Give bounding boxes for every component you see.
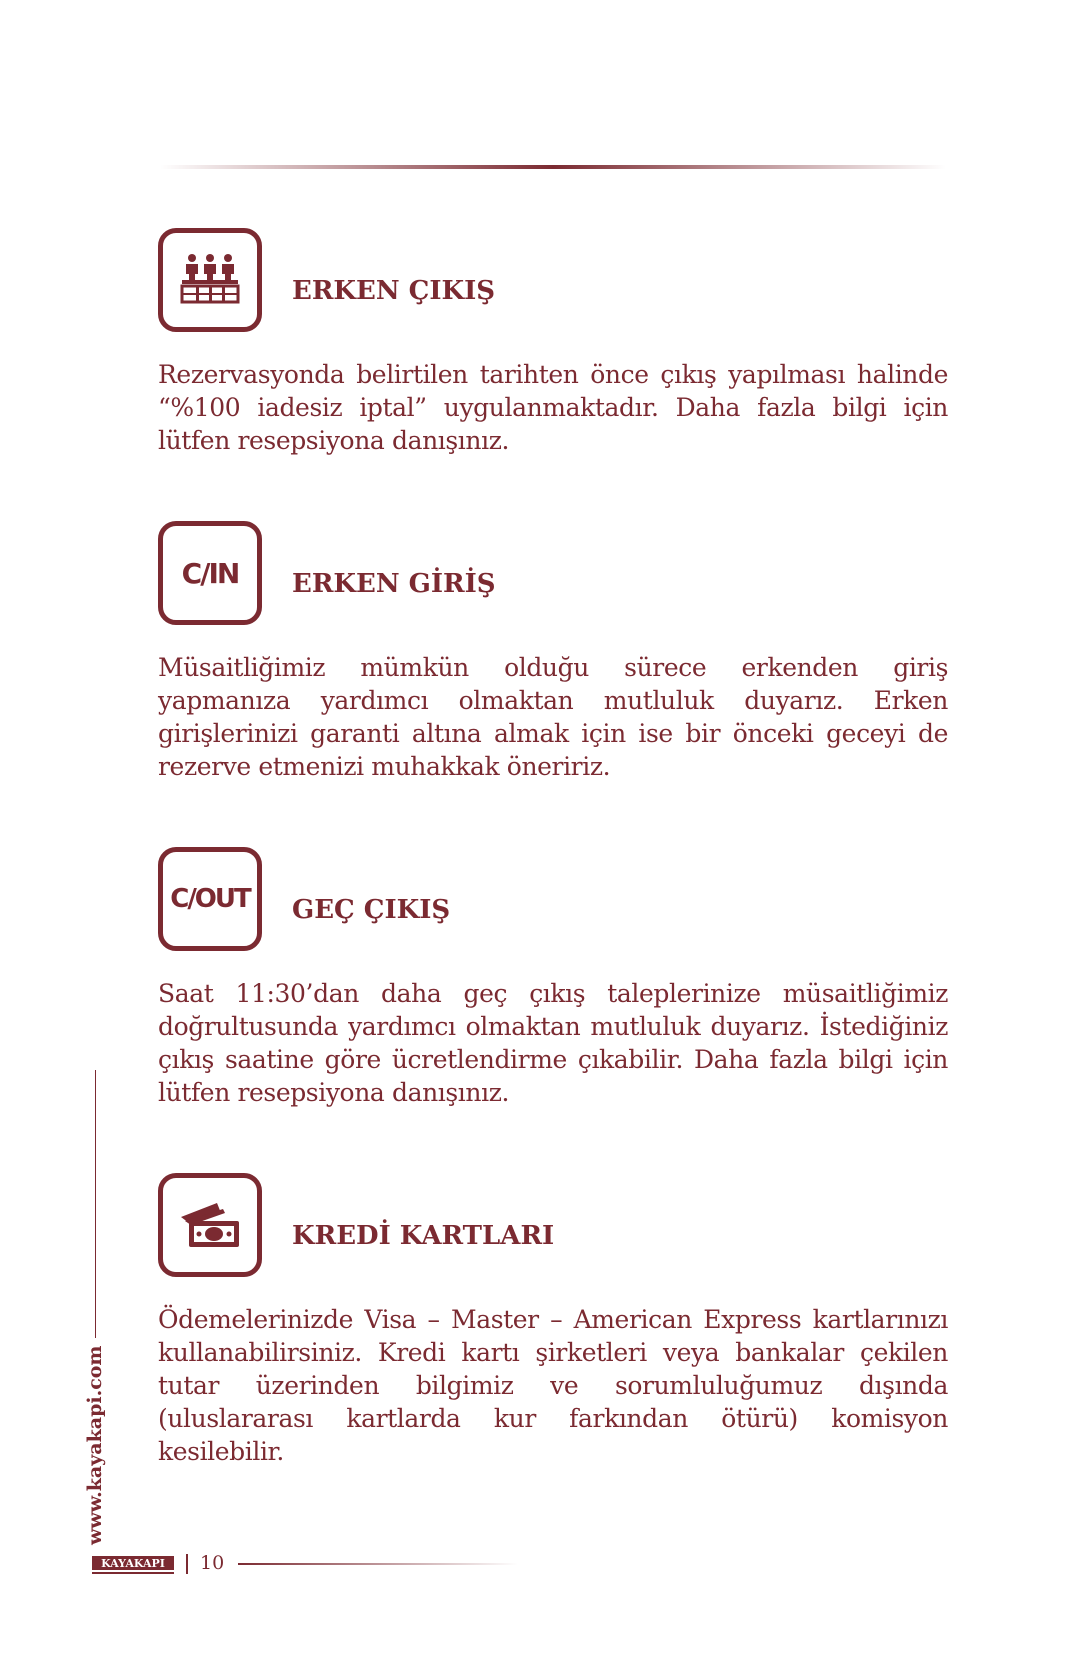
website-url: www.kayakapi.com [84, 1345, 106, 1545]
kayakapi-logo [92, 1552, 174, 1576]
section-title: ERKEN ÇIKIŞ [292, 276, 496, 306]
side-divider [95, 1070, 96, 1338]
logo-text: KAYAKAPI [101, 1557, 165, 1570]
check-out-icon [158, 847, 262, 951]
section-text: Müsaitliğimiz mümkün olduğu sürece erkenden giriş yapmanıza yardımcı olmaktan mutluluk duyarız. Erken girişlerinizi garanti altına almak için ise bir önceki geceyi de rezerve etmenizi muhakkak öneririz. [158, 653, 948, 781]
top-divider [160, 165, 946, 169]
section-text: Rezervasyonda belirtilen tarihten önce çıkış yapılması halinde “%100 iadesiz iptal” uygulanmaktadır. Daha fazla bilgi için lütfen resepsiyona danışınız. [158, 360, 948, 455]
section-title: GEÇ ÇIKIŞ [292, 895, 451, 925]
check-in-icon [158, 521, 262, 625]
section-title: ERKEN GİRİŞ [292, 569, 496, 599]
footer-divider [238, 1563, 518, 1565]
check-in-icon-label: C/IN [181, 556, 239, 590]
page-separator [186, 1554, 188, 1574]
section-text: Ödemelerinizde Visa – Master – American Express kartlarınızı kullanabilirsiniz. Kredi kartı şirketleri veya bankalar çekilen tutar üzerinden bilgimiz ve sorumluluğumuz dışında (uluslararası kartlarda kur farkından ötürü) komisyon kesilebilir. [158, 1305, 948, 1466]
people-beds-icon [158, 228, 262, 332]
page-number: 10 [200, 1552, 225, 1574]
money-icon [158, 1173, 262, 1277]
section-title: KREDİ KARTLARI [292, 1221, 555, 1251]
section-text: Saat 11:30’dan daha geç çıkış taleplerinize müsaitliğimiz doğrultusunda yardımcı olmaktan mutluluk duyarız. İstediğiniz çıkış saatine göre ücretlendirme çıkabilir. Daha fazla bilgi için lütfen resepsiyona danışınız. [158, 979, 948, 1107]
check-out-icon-label: C/OUT [170, 884, 250, 914]
